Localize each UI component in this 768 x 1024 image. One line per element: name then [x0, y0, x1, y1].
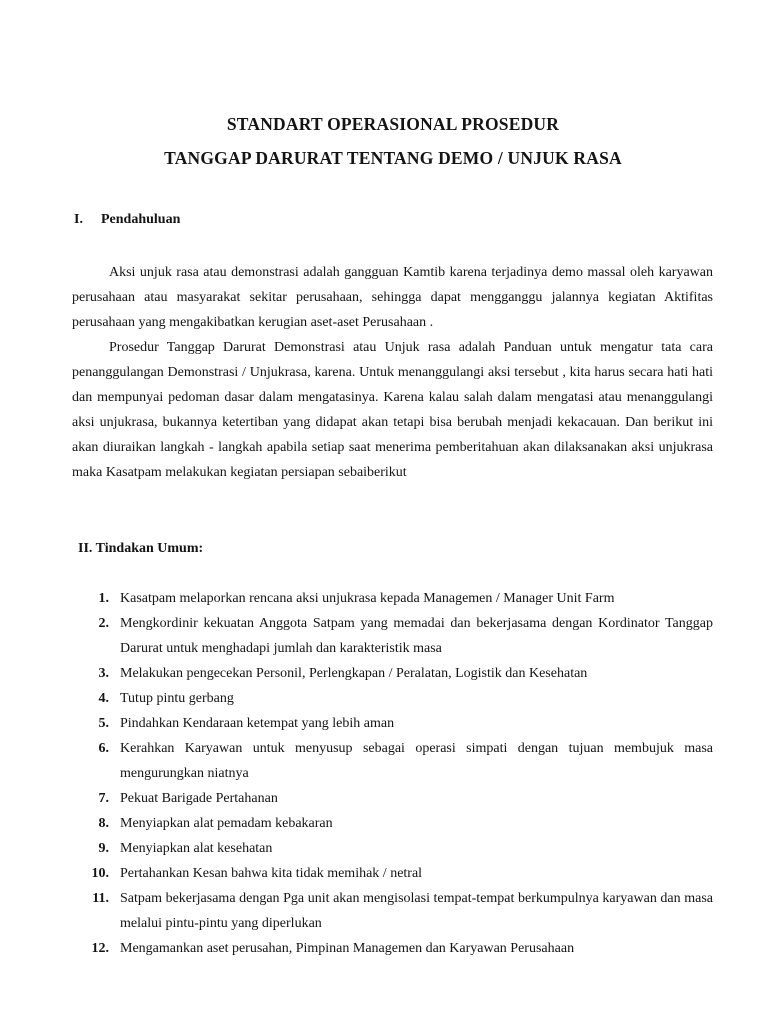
list-item-number: 11.: [92, 891, 109, 906]
list-item-text: Pindahkan Kendaraan ketempat yang lebih aman: [120, 716, 395, 731]
list-item: [72, 861, 713, 886]
list-item-text: Satpam bekerjasama dengan Pga unit akan mengisolasi tempat-tempat berkumpulnya karyawan dan masa melalui pintu-pintu yang diperlukan: [120, 891, 713, 931]
section1-title: Pendahuluan: [101, 212, 181, 227]
list-item: [72, 836, 713, 861]
section1-number: I.: [74, 212, 83, 227]
list-item-number: 9.: [98, 841, 109, 856]
list-item-number: 12.: [91, 941, 109, 956]
list-item-number: 6.: [98, 741, 109, 756]
document-title-line2: TANGGAP DARURAT TENTANG DEMO / UNJUK RASA: [164, 148, 622, 168]
list-item: [72, 886, 713, 936]
section2-heading: II. Tindakan Umum:: [78, 541, 204, 556]
list-item-number: 2.: [98, 616, 109, 631]
list-item: [72, 661, 713, 686]
list-item: [72, 711, 713, 736]
list-item-text: Melakukan pengecekan Personil, Perlengkapan / Peralatan, Logistik dan Kesehatan: [120, 666, 588, 681]
list-item: [72, 936, 713, 961]
action-list: [72, 586, 713, 961]
document-title-line1: STANDART OPERASIONAL PROSEDUR: [226, 114, 560, 134]
section1-paragraph1: Aksi unjuk rasa atau demonstrasi adalah gangguan Kamtib karena terjadinya demo massal oleh karyawan perusahaan atau masyarakat sekitar perusahaan, sehingga dapat mengganggu jalannya kegiatan Aktifitas perusahaan yang mengakibatkan kerugian aset-aset Perusahaan .: [72, 265, 713, 330]
list-item: [72, 811, 713, 836]
list-item-number: 7.: [98, 791, 109, 806]
list-item-text: Pekuat Barigade Pertahanan: [120, 791, 278, 806]
list-item-text: Mengkordinir kekuatan Anggota Satpam yang memadai dan bekerjasama dengan Kordinator Tanggap Darurat untuk menghadapi jumlah dan karakteristik masa: [120, 616, 713, 656]
list-item: [72, 586, 713, 611]
list-item: [72, 786, 713, 811]
list-item: [72, 736, 713, 786]
list-item-number: 8.: [98, 816, 109, 831]
list-item-text: Mengamankan aset perusahan, Pimpinan Managemen dan Karyawan Perusahaan: [120, 941, 575, 956]
list-item: [72, 686, 713, 711]
section1-paragraph2: Prosedur Tanggap Darurat Demonstrasi atau Unjuk rasa adalah Panduan untuk mengatur tata cara penanggulangan Demonstrasi / Unjukrasa, karena. Untuk menanggulangi aksi tersebut , kita harus secara hati hati dan mempunyai pedoman dasar dalam mengatasinya. Karena kalau salah dalam mengatasi atau menanggulangi aksi unjukrasa, bukannya ketertiban yang didapat akan tetapi bisa berubah menjadi kekacauan. Dan berikut ini akan diuraikan langkah - langkah apabila setiap saat menerima pemberitahuan akan dilaksanakan aksi unjukrasa maka Kasatpam melakukan kegiatan persiapan sebaiberikut: [72, 340, 713, 480]
list-item-number: 5.: [98, 716, 109, 731]
list-item-text: Menyiapkan alat kesehatan: [120, 841, 273, 856]
section1-heading: [74, 212, 180, 228]
list-item-text: Tutup pintu gerbang: [120, 691, 234, 706]
list-item-text: Pertahankan Kesan bahwa kita tidak memihak / netral: [120, 866, 423, 881]
list-item-text: Menyiapkan alat pemadam kebakaran: [120, 816, 333, 831]
list-item-text: Kasatpam melaporkan rencana aksi unjukrasa kepada Managemen / Manager Unit Farm: [120, 591, 615, 606]
list-item-text: Kerahkan Karyawan untuk menyusup sebagai operasi simpati dengan tujuan membujuk masa mengurungkan niatnya: [120, 741, 713, 781]
list-item-number: 10.: [91, 866, 109, 881]
list-item-number: 4.: [98, 691, 109, 706]
list-item-number: 3.: [98, 666, 109, 681]
list-item: [72, 611, 713, 661]
list-item-number: 1.: [98, 591, 109, 606]
